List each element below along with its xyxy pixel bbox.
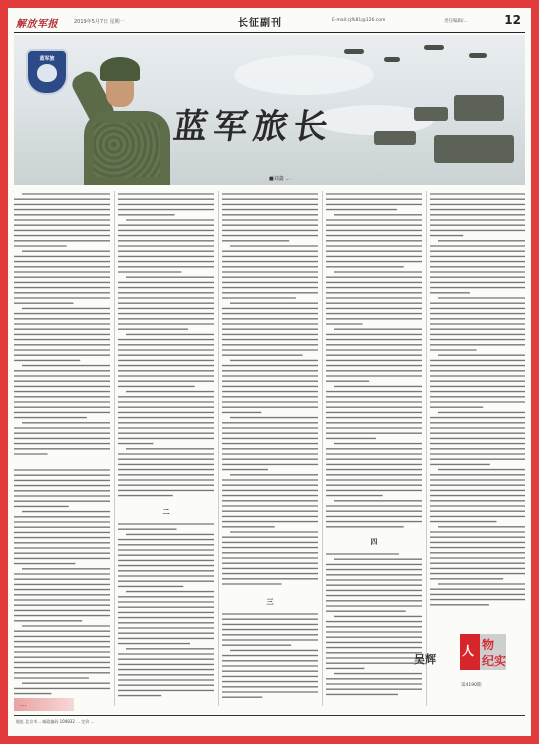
footer-banner-ad (14, 698, 74, 711)
text-column-1 (14, 191, 110, 706)
paragraph-block (14, 191, 110, 461)
wolf-emblem-icon (37, 64, 57, 82)
section-title: 长征副刊 (238, 18, 282, 29)
armored-vehicle-icon (374, 131, 416, 145)
helicopter-icon (344, 49, 364, 54)
helicopter-icon (424, 45, 444, 50)
unit-badge-icon (26, 49, 68, 95)
ad-text: ... (20, 700, 27, 708)
column-badge-people-record (460, 634, 507, 678)
helicopter-icon (384, 57, 400, 62)
text-column-5 (430, 191, 525, 706)
paragraph-block (222, 191, 318, 591)
article-body (14, 191, 525, 706)
column-divider (322, 191, 323, 706)
soldier-illustration (72, 53, 182, 185)
badge-red-block (460, 634, 480, 670)
section-numeral: 三 (266, 597, 274, 606)
badge-label: 蓝军旅 (39, 56, 55, 62)
contact-email: E-mail:cjfk81@126.com (332, 18, 386, 23)
paragraph-block (326, 191, 422, 531)
series-number: 第4190期 (461, 683, 482, 688)
text-column-2 (118, 191, 214, 706)
column-divider (218, 191, 219, 706)
page-footer (14, 715, 525, 730)
section-numeral: 四 (370, 537, 378, 546)
column-divider (426, 191, 427, 706)
issue-date: 2019年5月7日 星期一 (74, 19, 125, 25)
footer-text: 地址 北京市... 邮政编码 100832 ... 定价 ... (16, 719, 95, 724)
armored-vehicle-icon (414, 107, 448, 121)
paper-name: 解放军报 (16, 19, 58, 30)
editor-credit: 责任编辑/... (444, 19, 468, 24)
feature-banner (14, 35, 525, 185)
tank-icon (434, 135, 514, 163)
text-column-4 (326, 191, 422, 706)
helicopter-icon (469, 53, 487, 58)
paragraph-block (222, 611, 318, 703)
badge-line-1: 物 (482, 638, 495, 652)
soldier-torso (84, 111, 170, 185)
feature-title: 蓝军旅长 (170, 107, 337, 147)
paragraph-block (118, 191, 214, 501)
paragraph-block (430, 191, 525, 611)
paragraph-block (326, 551, 422, 701)
page-number: 12 (504, 13, 521, 27)
badge-grey-block (480, 634, 506, 670)
paragraph-block (14, 467, 110, 697)
text-column-3 (222, 191, 318, 706)
section-numeral: 二 (162, 507, 170, 516)
armored-vehicle-icon (454, 95, 504, 121)
masthead (14, 12, 525, 33)
paragraph-block (118, 521, 214, 701)
newspaper-page (8, 8, 531, 736)
helmet-icon (100, 57, 140, 81)
column-divider (114, 191, 115, 706)
cloud-shape (234, 55, 374, 95)
badge-red-char: 人 (462, 644, 475, 658)
feature-author: ■刘鑫 ... (269, 176, 291, 182)
badge-line-2: 纪实 (482, 654, 507, 668)
calligraphy-signature: 吴辉 (414, 653, 436, 666)
